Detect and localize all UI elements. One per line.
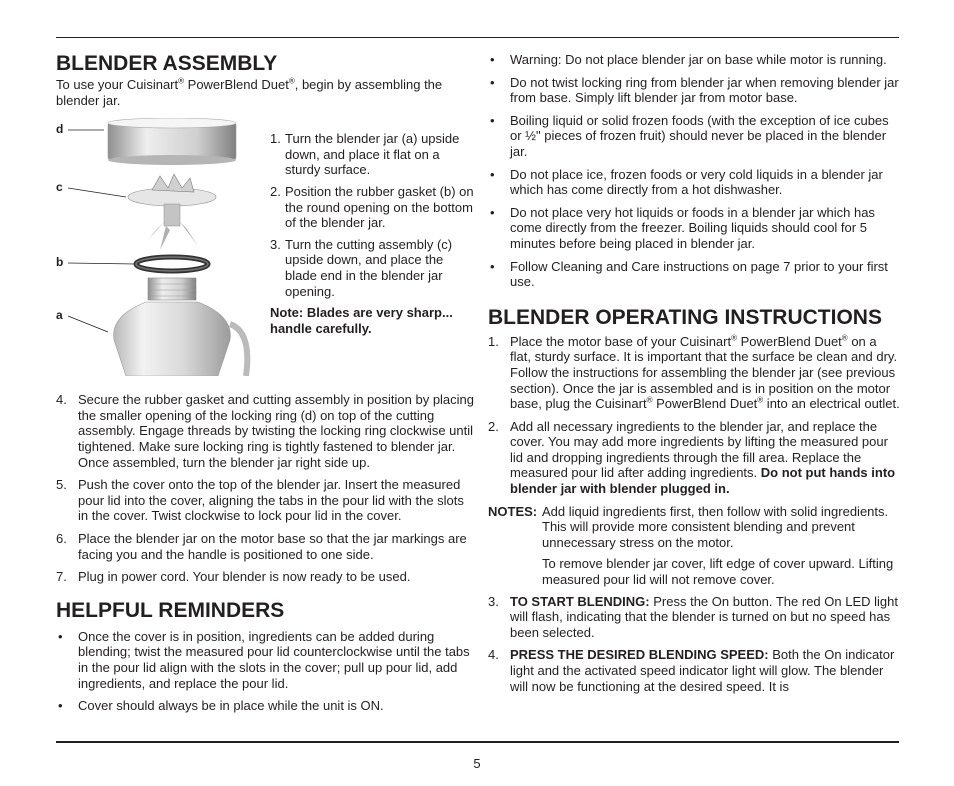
assembly-step-4: 4. Secure the rubber gasket and cutting assembly in position by placing the smaller opening of the locking ring (d) on top of the cutting assembly. Engage threads by twisting the locking ring clockwise until tightened. Make sure locking ring is tightly fastened to blender jar. Once assembled, turn the blender jar right side up. bbox=[56, 392, 475, 470]
figure-label-d: d bbox=[56, 122, 64, 137]
assembly-intro: To use your Cuisinart® PowerBlend Duet®, begin by assembling the blender jar. bbox=[56, 76, 443, 108]
operating-steps-list bbox=[488, 334, 900, 497]
hands-warning: Do not put hands into blender jar with blender plugged in. bbox=[510, 465, 896, 497]
operating-notes bbox=[488, 504, 900, 588]
blender-jar-exploded-illustration bbox=[56, 118, 266, 376]
reminder-item: • Once the cover is in position, ingredients can be added during blending; twist the measured pour lid counterclockwise until the tabs in the pour lid align with the slots in the cover; pull up pour lid, add ingredients, and replace the pour lid. bbox=[58, 628, 470, 691]
assembly-step-7: 7. Plug in power cord. Your blender is now ready to be used. bbox=[56, 569, 411, 585]
figure-label-a: a bbox=[56, 308, 63, 323]
helpful-reminders-list bbox=[56, 629, 476, 714]
operating-step-4: 4. PRESS THE DESIRED BLENDING SPEED: Both the On indicator light and the activated speed indicator light will glow. The blender will now be functioning at the desired speed. It is bbox=[488, 647, 895, 694]
cutting-assembly-c bbox=[128, 174, 216, 250]
operating-step-3: 3. TO START BLENDING: Press the On button. The red On LED light will flash, indicating that the blender is turned on but no speed has been selected. bbox=[488, 593, 898, 640]
notes-label: NOTES: bbox=[488, 503, 538, 519]
rubber-gasket-b bbox=[136, 257, 208, 271]
reminder-item: • Do not twist locking ring from blender jar when removing blender jar from base. Simply lift blender jar from motor base. bbox=[490, 74, 899, 106]
blender-assembly-heading: BLENDER ASSEMBLY bbox=[56, 52, 278, 75]
operating-instructions-heading: BLENDER OPERATING INSTRUCTIONS bbox=[488, 305, 882, 329]
operating-step-1: 1. Place the motor base of your Cuisinart® PowerBlend Duet® on a flat, sturdy surface. It is important that the surface be clean and dry. Follow the instructions for assembling the blender jar (see previous section). Once the jar is assembled and is in position on the motor base, plug the Cuisinart® PowerBlend Duet® into an electrical outlet. bbox=[488, 333, 900, 412]
blender-jar-a bbox=[114, 278, 248, 376]
note-liquids-first: Add liquid ingredients first, then follow with solid ingredients. This will provide more consistent blending and prevent unnecessary stress on the motor. bbox=[542, 503, 889, 550]
assembly-step-5: 5. Push the cover onto the top of the blender jar. Insert the measured pour lid into the cover, aligning the tabs in the pour lid with the slots in the cover. Twist clockwise to lock pour lid in the cover. bbox=[56, 477, 464, 524]
reminder-item: • Warning: Do not place blender jar on base while motor is running. bbox=[490, 52, 887, 67]
reminder-item: • Do not place very hot liquids or foods in a blender jar which has come directly from the freezer. Boiling liquids should cool for 5 minutes before being placed in blender jar. bbox=[490, 204, 875, 251]
operating-steps-list-continued bbox=[488, 594, 900, 695]
assembly-step-1: 1. Turn the blender jar (a) upside down, and place it flat on a sturdy surface. bbox=[270, 131, 460, 178]
assembly-steps-list bbox=[56, 392, 476, 585]
assembly-step-2: 2. Position the rubber gasket (b) on the round opening on the bottom of the blender jar. bbox=[270, 183, 474, 231]
helpful-reminders-heading: HELPFUL REMINDERS bbox=[56, 598, 285, 622]
reminder-item: • Follow Cleaning and Care instructions on page 7 prior to your first use. bbox=[490, 258, 888, 290]
assembly-step-6: 6. Place the blender jar on the motor base so that the jar markings are facing you and the handle is positioned to one side. bbox=[56, 530, 467, 562]
note-remove-cover: To remove blender jar cover, lift edge of cover upward. Lifting measured pour lid will not remove cover. bbox=[542, 556, 894, 588]
helpful-reminders-continued bbox=[488, 52, 900, 290]
reminder-item: • Cover should always be in place while the unit is ON. bbox=[58, 698, 384, 714]
reminder-item: • Boiling liquid or solid frozen foods (with the exception of ice cubes or ½" pieces of frozen fruit) should never be placed in the blender jar. bbox=[490, 112, 889, 159]
assembly-step-3: 3. Turn the cutting assembly (c) upside down, and place the blade end in the blender jar opening. bbox=[270, 236, 453, 299]
reminder-item: • Do not place ice, frozen foods or very cold liquids in a blender jar which has come directly from a hot dishwasher. bbox=[490, 166, 883, 198]
blades-sharp-note: Note: Blades are very sharp... handle carefully. bbox=[270, 305, 453, 336]
left-column bbox=[56, 52, 476, 721]
bottom-rule bbox=[56, 741, 899, 743]
locking-ring-d bbox=[108, 118, 236, 165]
figure-label-b: b bbox=[56, 255, 64, 270]
assembly-side-steps bbox=[270, 131, 476, 336]
page-number: 5 bbox=[473, 756, 481, 771]
assembly-figure-block bbox=[56, 118, 476, 376]
figure-label-c: c bbox=[56, 180, 63, 195]
operating-step-2: 2. Add all necessary ingredients to the blender jar, and replace the cover. You may add more ingredients by lifting the measured pour lid and dropping ingredients through the fill area. Replace the measured pour lid after adding ingredients. Do not put hands into blender jar with blender plugged in. bbox=[488, 418, 896, 497]
right-column bbox=[488, 52, 900, 701]
top-rule bbox=[56, 37, 899, 38]
